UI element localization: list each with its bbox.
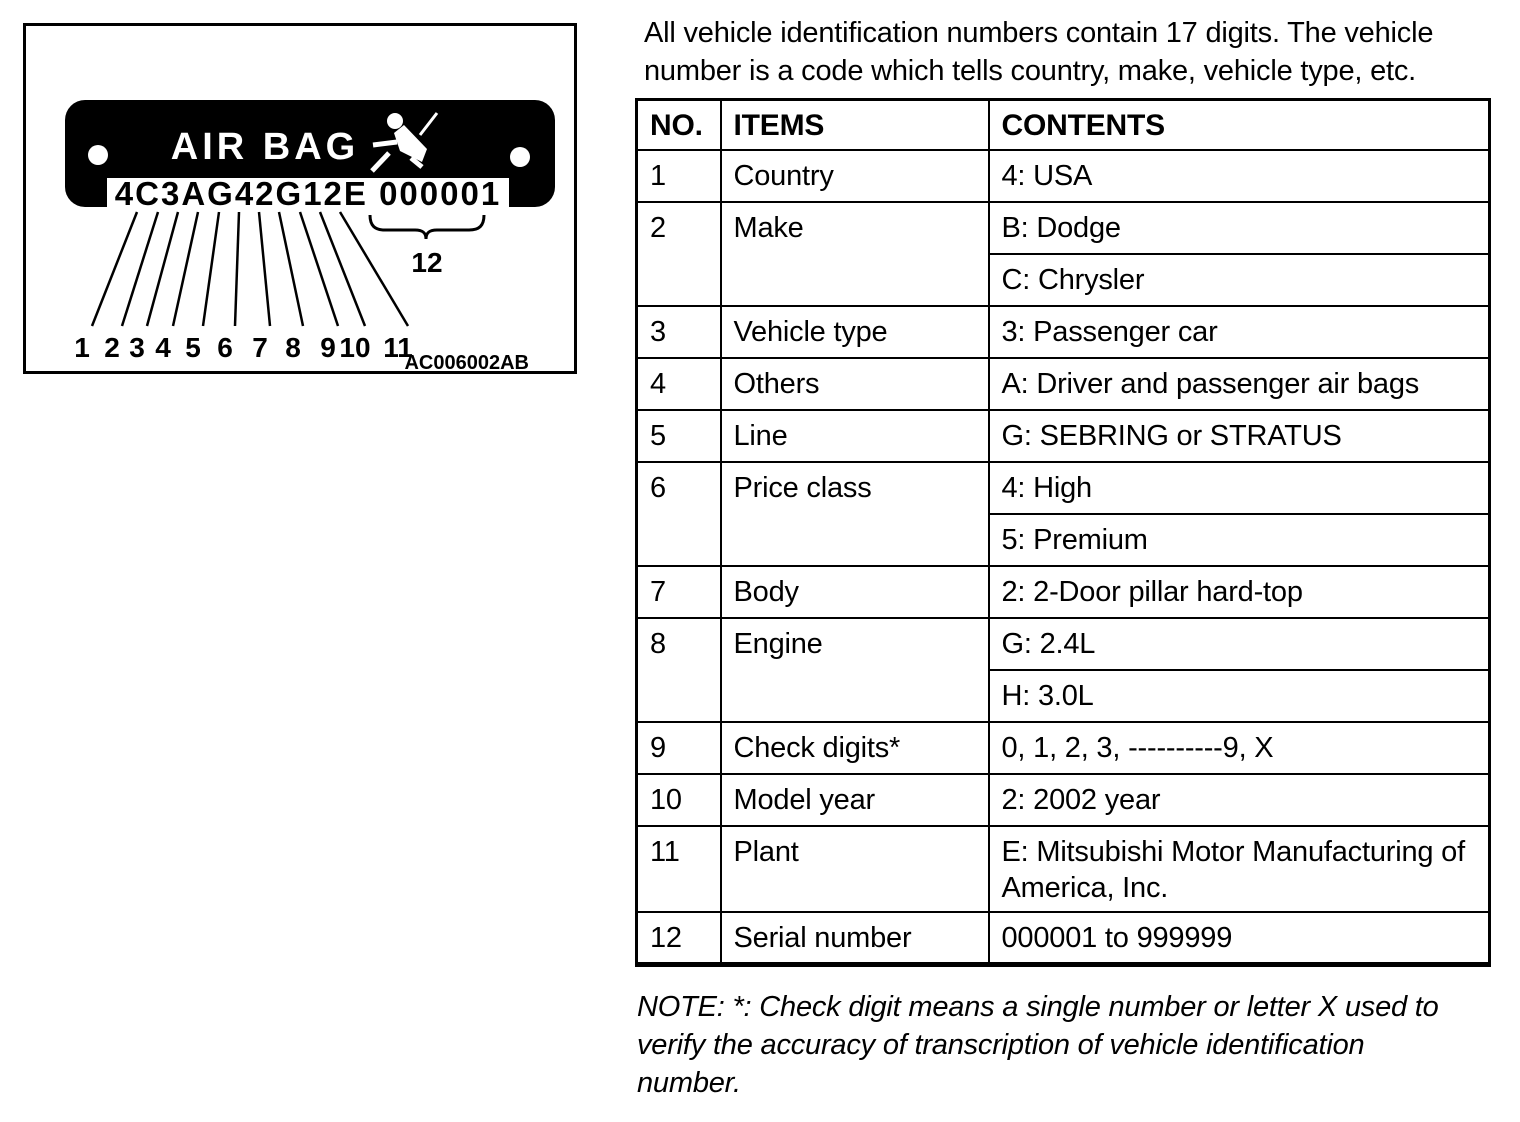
callout-number: 9: [320, 332, 336, 363]
cell-item: Line: [721, 410, 989, 462]
vin-code-table: [635, 98, 1491, 967]
cell-no: 8: [637, 618, 721, 722]
check-digit-note: [637, 988, 1439, 1102]
cell-no: 10: [637, 774, 721, 826]
cell-contents: A: Driver and passenger air bags: [989, 358, 1490, 410]
airbag-label-figure: [23, 23, 577, 375]
table-row: [637, 722, 1490, 774]
cell-item: Vehicle type: [721, 306, 989, 358]
cell-no: 5: [637, 410, 721, 462]
cell-no: 4: [637, 358, 721, 410]
cell-contents: G: 2.4L: [989, 618, 1490, 670]
vin-intro-text: [644, 14, 1433, 90]
cell-no: 3: [637, 306, 721, 358]
table-row: [637, 202, 1490, 254]
label-title: AIR BAG: [170, 126, 360, 168]
mounting-hole-left: [88, 145, 108, 165]
table-row: [637, 774, 1490, 826]
cell-item: Check digits*: [721, 722, 989, 774]
table-row: [637, 618, 1490, 670]
cell-contents: E: Mitsubishi Motor Manufacturing of America, Inc.: [989, 826, 1490, 912]
cell-contents: C: Chrysler: [989, 254, 1490, 306]
table-row: [637, 410, 1490, 462]
cell-no: 7: [637, 566, 721, 618]
cell-no: 9: [637, 722, 721, 774]
table-row: [637, 358, 1490, 410]
cell-contents: 2: 2-Door pillar hard-top: [989, 566, 1490, 618]
cell-no: 1: [637, 150, 721, 202]
cell-contents: 000001 to 999999: [989, 912, 1490, 964]
vin-table-body: [637, 150, 1490, 964]
cell-item: Serial number: [721, 912, 989, 964]
cell-contents: 2: 2002 year: [989, 774, 1490, 826]
cell-contents: G: SEBRING or STRATUS: [989, 410, 1490, 462]
cell-item: Body: [721, 566, 989, 618]
cell-no: 2: [637, 202, 721, 306]
callout-number: 4: [155, 332, 171, 363]
cell-contents: 5: Premium: [989, 514, 1490, 566]
table-header-row: [637, 100, 1490, 151]
cell-contents: 0, 1, 2, 3, ----------9, X: [989, 722, 1490, 774]
table-row: [637, 566, 1490, 618]
cell-contents: 4: High: [989, 462, 1490, 514]
cell-item: Model year: [721, 774, 989, 826]
callout-number: 2: [104, 332, 120, 363]
header-no: NO.: [637, 100, 721, 151]
callout-number: 1: [74, 332, 90, 363]
note-line-1: NOTE: *: Check digit means a single number or letter X used to: [637, 991, 1439, 1023]
figure-code: AC006002AB: [404, 352, 529, 374]
serial-callout-number: 12: [411, 247, 443, 278]
cell-item: Others: [721, 358, 989, 410]
cell-contents: H: 3.0L: [989, 670, 1490, 722]
table-row: [637, 306, 1490, 358]
table-row: [637, 150, 1490, 202]
cell-item: Country: [721, 150, 989, 202]
cell-no: 6: [637, 462, 721, 566]
callout-number: 8: [285, 332, 301, 363]
note-line-2: verify the accuracy of transcription of vehicle identification: [637, 1029, 1365, 1061]
cell-contents: 4: USA: [989, 150, 1490, 202]
cell-item: Plant: [721, 826, 989, 912]
table-row: [637, 912, 1490, 964]
callout-number: 7: [252, 332, 268, 363]
callout-number: 5: [185, 332, 201, 363]
table-row: [637, 462, 1490, 514]
table-row: [637, 826, 1490, 912]
cell-item: Engine: [721, 618, 989, 722]
callout-number: 6: [217, 332, 233, 363]
callout-number: 3: [129, 332, 145, 363]
cell-item: Make: [721, 202, 989, 306]
header-items: ITEMS: [721, 100, 989, 151]
cell-item: Price class: [721, 462, 989, 566]
note-line-3: number.: [637, 1067, 741, 1099]
callout-number: 11: [383, 332, 413, 363]
cell-no: 12: [637, 912, 721, 964]
cell-contents: 3: Passenger car: [989, 306, 1490, 358]
mounting-hole-right: [510, 147, 530, 167]
cell-contents: B: Dodge: [989, 202, 1490, 254]
intro-line-2: number is a code which tells country, make, vehicle type, etc.: [644, 55, 1417, 87]
header-contents: CONTENTS: [989, 100, 1490, 151]
intro-line-1: All vehicle identification numbers contain 17 digits. The vehicle: [644, 17, 1434, 49]
vin-text: 4C3AG42G12E 000001: [114, 175, 502, 212]
callout-number: 10: [339, 332, 371, 363]
cell-no: 11: [637, 826, 721, 912]
